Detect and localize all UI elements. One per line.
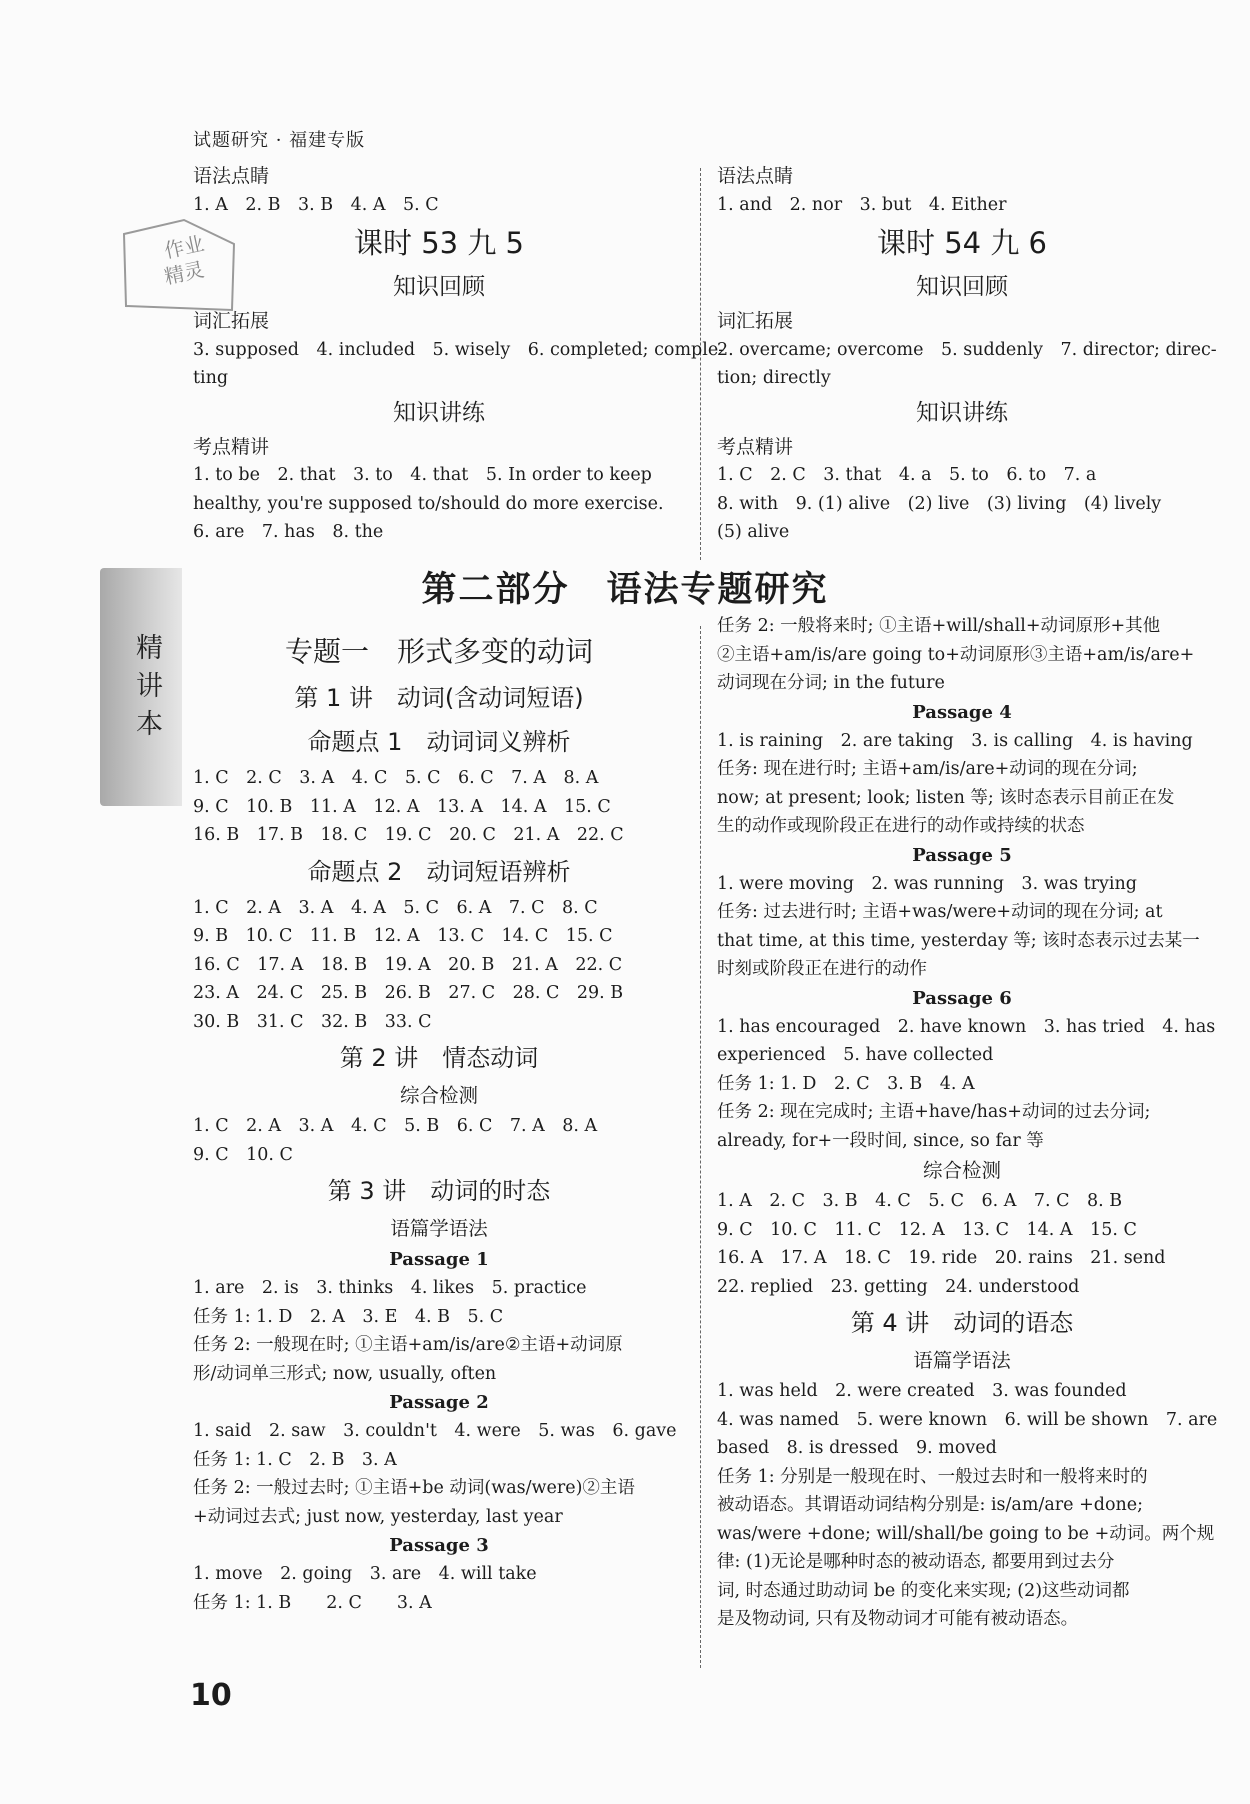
bottom-right-column (717, 612, 1218, 1634)
svg-text:精灵: 精灵 (162, 257, 207, 289)
answer-line: 任务 2: 一般将来时; ①主语+will/shall+动词原形+其他 (717, 616, 1161, 636)
answer-line: 1. has encouraged 2. have known 3. has tried 4. has (717, 1016, 1216, 1037)
passage-title: Passage 2 (389, 1392, 489, 1413)
answer-line: 任务 2: 一般现在时; ①主语+am/is/are②主语+动词原 (193, 1335, 623, 1355)
answer-line: 生的动作或现阶段正在进行的动作或持续的状态 (717, 816, 1085, 836)
topic-title: 专题一 形式多变的动词 (284, 635, 593, 668)
answer-line: +动词过去式; just now, yesterday, last year (193, 1506, 563, 1527)
answer-line: 30. B 31. C 32. B 33. C (193, 1011, 432, 1032)
passage-title: Passage 6 (912, 987, 1012, 1009)
column-divider-top (700, 168, 701, 560)
answer-line: 22. replied 23. getting 24. understood (717, 1276, 1080, 1297)
answer-line: 1. C 2. C 3. A 4. C 5. C 6. C 7. A 8. A (193, 768, 599, 788)
answer-line: was/were +done; will/shall/be going to be +动词。两个规 (717, 1523, 1215, 1544)
answer-line: 16. A 17. A 18. C 19. ride 20. rains 21. send (717, 1248, 1166, 1268)
answer-line: 16. C 17. A 18. B 19. A 20. B 21. A 22. C (193, 954, 623, 975)
answer-line: 动词现在分词; in the future (717, 673, 945, 693)
answer-line: now; at present; look; listen 等; 该时态表示目前正在发 (717, 787, 1175, 808)
lesson-title: 课时 54 九 6 (876, 226, 1047, 260)
lecture-title: 第 1 讲 动词(含动词短语) (294, 684, 584, 712)
answer-line: 律: (1)无论是哪种时态的被动语态, 都要用到过去分 (717, 1552, 1115, 1572)
answer-line: 时刻或阶段正在进行的动作 (717, 959, 927, 979)
points-line: (5) alive (717, 522, 790, 542)
answer-line: 1. were moving 2. was running 3. was trying (717, 873, 1137, 894)
answer-line: 9. B 10. C 11. B 12. A 13. C 14. C 15. C (193, 926, 613, 946)
answer-line: ②主语+am/is/are going to+动词原形③主语+am/is/are+ (717, 644, 1195, 665)
answer-line: based 8. is dressed 9. moved (717, 1438, 997, 1458)
answer-line: 9. C 10. C (193, 1144, 293, 1165)
answer-line: 形/动词单三形式; now, usually, often (193, 1363, 497, 1384)
vocab-line: 2. overcame; overcome 5. suddenly 7. director; direc- (717, 339, 1217, 360)
vocab-line: ting (193, 368, 229, 388)
answer-line: 被动语态。其谓语动词结构分别是: is/am/are +done; (717, 1495, 1143, 1515)
page-number: 10 (190, 1678, 232, 1713)
grammar-heading: 语法点睛 (193, 165, 270, 187)
vocab-heading: 词汇拓展 (717, 310, 794, 332)
answer-line: 任务 1: 1. C 2. B 3. A (193, 1449, 397, 1470)
points-line: 6. are 7. has 8. the (193, 522, 384, 542)
check-heading: 综合检测 (922, 1159, 1001, 1182)
vocab-line: 3. supposed 4. included 5. wisely 6. completed; comple- (193, 339, 725, 360)
discourse-heading: 语篇学语法 (913, 1349, 1011, 1372)
lecture-title: 第 2 讲 情态动词 (339, 1044, 539, 1072)
svg-text:作业: 作业 (162, 231, 207, 263)
top-left-column (193, 162, 725, 547)
answer-line: 1. said 2. saw 3. couldn't 4. were 5. was 6. gave (193, 1421, 677, 1441)
answer-line: 1. C 2. A 3. A 4. C 5. B 6. C 7. A 8. A (193, 1116, 598, 1136)
answer-line: 任务 1: 分别是一般现在时、一般过去时和一般将来时的 (717, 1466, 1148, 1487)
answer-line: 任务 1: 1. B 2. C 3. A (193, 1592, 432, 1613)
answer-line: experienced 5. have collected (717, 1045, 994, 1065)
answer-line: 任务 2: 现在完成时; 主语+have/has+动词的过去分词; (717, 1102, 1151, 1122)
points-line: healthy, you're supposed to/should do more exercise. (193, 493, 664, 514)
lesson-title: 课时 53 九 5 (353, 226, 524, 260)
point-title: 命题点 1 动词词义辨析 (307, 728, 571, 756)
answer-line: 1. was held 2. were created 3. was founded (717, 1381, 1127, 1401)
answer-line: 1. move 2. going 3. are 4. will take (193, 1564, 537, 1584)
top-right-column (717, 162, 1217, 547)
answer-line: 1. is raining 2. are taking 3. is calling 4. is having (717, 730, 1193, 751)
answer-line: 任务 1: 1. D 2. A 3. E 4. B 5. C (193, 1306, 504, 1327)
points-line: 8. with 9. (1) alive (2) live (3) living (4) lively (717, 493, 1162, 514)
points-heading: 考点精讲 (717, 435, 794, 458)
answer-line: that time, at this time, yesterday 等; 该时态表示过去某一 (717, 930, 1200, 951)
passage-title: Passage 1 (389, 1249, 489, 1270)
column-divider-bottom (700, 626, 701, 1668)
answer-line: 1. are 2. is 3. thinks 4. likes 5. practice (193, 1278, 587, 1298)
answer-line: 23. A 24. C 25. B 26. B 27. C 28. C 29. B (193, 983, 624, 1003)
answer-line: 任务 2: 一般过去时; ①主语+be 动词(was/were)②主语 (193, 1478, 635, 1498)
answer-line: 9. C 10. B 11. A 12. A 13. A 14. A 15. C (193, 796, 611, 817)
lecture-title: 第 4 讲 动词的语态 (850, 1309, 1074, 1337)
grammar-answers: 1. A 2. B 3. B 4. A 5. C (193, 194, 439, 215)
answer-line: 任务: 过去进行时; 主语+was/were+动词的现在分词; at (717, 902, 1163, 922)
side-tab-label: 精讲本 (136, 633, 163, 740)
answer-line: 4. was named 5. were known 6. will be shown 7. are (717, 1409, 1218, 1430)
running-header: 试题研究 · 福建专版 (193, 130, 366, 151)
passage-title: Passage 4 (912, 701, 1012, 723)
answer-line: 是及物动词, 只有及物动词才可能有被动语态。 (717, 1609, 1079, 1629)
grammar-heading: 语法点睛 (717, 165, 794, 187)
answer-line: 任务: 现在进行时; 主语+am/is/are+动词的现在分词; (717, 759, 1138, 779)
answer-line: 1. A 2. C 3. B 4. C 5. C 6. A 7. C 8. B (717, 1191, 1123, 1211)
vocab-line: tion; directly (717, 368, 831, 388)
discourse-heading: 语篇学语法 (390, 1217, 488, 1240)
answer-line: already, for+一段时间, since, so far 等 (717, 1130, 1044, 1151)
review-heading: 知识回顾 (393, 274, 485, 300)
vocab-heading: 词汇拓展 (193, 310, 270, 332)
grammar-answers: 1. and 2. nor 3. but 4. Either (717, 194, 1007, 215)
check-heading: 综合检测 (399, 1084, 478, 1107)
part-title: 第二部分 语法专题研究 (421, 570, 829, 610)
passage-title: Passage 5 (912, 844, 1012, 866)
answer-line: 任务 1: 1. D 2. C 3. B 4. A (717, 1073, 975, 1094)
answer-line: 词, 时态通过助动词 be 的变化来实现; (2)这些动词都 (717, 1580, 1130, 1601)
practice-heading: 知识讲练 (393, 399, 485, 426)
lecture-title: 第 3 讲 动词的时态 (327, 1177, 551, 1205)
practice-heading: 知识讲练 (916, 399, 1008, 426)
answer-line: 16. B 17. B 18. C 19. C 20. C 21. A 22. C (193, 825, 624, 845)
review-heading: 知识回顾 (916, 274, 1008, 300)
bottom-left-column (193, 628, 685, 1617)
points-line: 1. C 2. C 3. that 4. a 5. to 6. to 7. a (717, 465, 1097, 485)
point-title: 命题点 2 动词短语辨析 (307, 857, 571, 886)
answer-line: 1. C 2. A 3. A 4. A 5. C 6. A 7. C 8. C (193, 897, 598, 918)
points-line: 1. to be 2. that 3. to 4. that 5. In order to keep (193, 465, 652, 485)
points-heading: 考点精讲 (193, 435, 270, 458)
answer-line: 9. C 10. C 11. C 12. A 13. C 14. A 15. C (717, 1219, 1137, 1240)
passage-title: Passage 3 (389, 1535, 489, 1556)
